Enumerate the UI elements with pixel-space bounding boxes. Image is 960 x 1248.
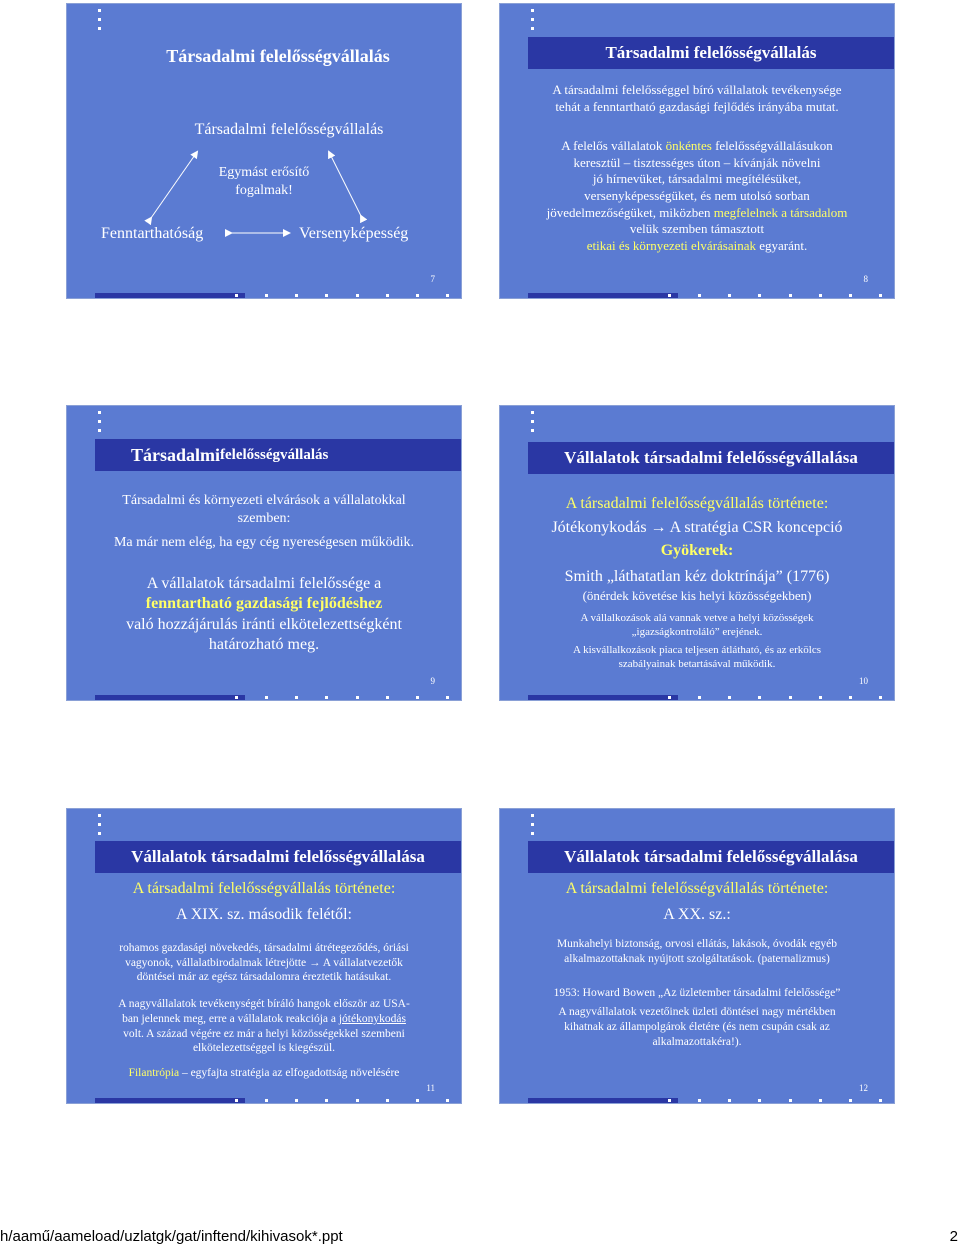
- text-part: egyaránt.: [756, 237, 808, 253]
- main-text: [77, 879, 451, 926]
- bottom-dots: [235, 1099, 449, 1102]
- middle-line-1: Egymást erősítő: [218, 165, 310, 180]
- text-line: alkalmazottaknak nyújtott szolgáltatások. (paternalizmus): [564, 952, 830, 965]
- text-line: Ma már nem elég, ha egy cég nyereségesen működik.: [113, 534, 415, 550]
- text-line: szabályainak betartásával működik.: [618, 657, 776, 670]
- intro-line-1: A társadalmi felelősséggel bíró vállalatok tevékenysége: [552, 82, 842, 97]
- slide-dots: [531, 9, 535, 30]
- page-number: 2: [949, 1228, 958, 1245]
- highlight-text: etikai és környezeti elvárásainak: [586, 237, 756, 253]
- footer-bar: [95, 293, 245, 298]
- text-line: jó hírnevüket, társadalmi megítélésüket,: [592, 171, 802, 187]
- slide-number: 9: [430, 676, 435, 686]
- section-heading: A társadalmi felelősségvállalás története:: [132, 880, 396, 897]
- section-heading: A XIX. sz. második felétől:: [176, 906, 352, 924]
- text-line: Jótékonykodás → A stratégia CSR koncepció: [551, 519, 843, 537]
- slide-number: 8: [863, 274, 868, 284]
- footer-bar: [528, 293, 678, 298]
- highlight-text: megfelelnek a társadalom: [713, 204, 848, 220]
- highlight-text: Filantrópia: [128, 1067, 180, 1080]
- slide-dots: [98, 814, 102, 835]
- text-part: ban jelennek meg, erre a vállalatok reakciója a: [122, 1012, 339, 1025]
- text-line: szemben:: [237, 510, 291, 526]
- footer-bar: [95, 695, 245, 700]
- main-text: [510, 879, 884, 926]
- section-heading: Gyökerek:: [660, 541, 734, 559]
- text-line: döntései már az egész társadalomra éreztetik hatásukat.: [136, 971, 392, 984]
- text-part: – egyfajta stratégia az elfogadottság növelésére: [179, 1067, 400, 1080]
- slide-9: [66, 405, 462, 701]
- text-line: Smith „láthatatlan kéz doktrínája” (1776): [564, 568, 830, 586]
- detail-text: [504, 937, 890, 1049]
- text-line: A nagyvállalatok vezetőinek üzleti döntései nagy mértékben: [558, 1006, 836, 1019]
- slide-number: 10: [859, 676, 868, 686]
- text-line: A vállalatok társadalmi felelőssége a: [146, 575, 382, 592]
- footer-bar: [528, 1098, 678, 1103]
- text-line: elkötelezettséggel is kiegészül.: [192, 1042, 336, 1055]
- intro-text: [506, 82, 888, 115]
- left-label: Fenntarthatóság: [101, 225, 204, 242]
- text-line: rohamos gazdasági növekedés, társadalmi átrétegeződés, óriási: [119, 942, 409, 954]
- slide-dots: [531, 814, 535, 835]
- arrows-diagram: [67, 4, 462, 299]
- slide-title: Vállalatok társadalmi felelősségvállalása: [528, 841, 894, 873]
- text-line: velük szemben támasztott: [629, 221, 765, 237]
- bottom-dots: [668, 696, 882, 699]
- text-line: 1953: Howard Bowen „Az üzletember társadalmi felelőssége”: [553, 987, 841, 1000]
- slide-title: Vállalatok társadalmi felelősségvállalása: [95, 841, 461, 873]
- text-line: A vállalkozások alá vannak vetve a helyi közösségek: [580, 611, 814, 624]
- text-line: vagyonok, vállalatbirodalmak létrejötte → A vállalatvezetők: [125, 956, 403, 969]
- text-line: A nagyvállalatok tevékenységét bíráló hangok először az USA-: [118, 998, 410, 1011]
- intro-line-2: tehát a fenntartható gazdasági fejlődés irányába mutat.: [555, 98, 839, 114]
- text-line: Munkahelyi biztonság, orvosi ellátás, lakások, óvodák egyéb: [556, 938, 838, 950]
- text-line: való hozzájárulás iránti elkötelezettségként: [126, 615, 402, 633]
- slide-number: 11: [426, 1083, 435, 1093]
- title-part: Társadalmi: [131, 444, 221, 465]
- arrow-right-up: [329, 152, 361, 216]
- title-part: felelősségvállalás: [220, 446, 329, 463]
- text-line: „igazságkontroláló” erejének.: [631, 625, 763, 638]
- bottom-dots: [235, 294, 449, 297]
- center-label: Társadalmi felelősségvállalás: [194, 121, 384, 138]
- slide-number: 12: [859, 1083, 868, 1093]
- section-heading: A társadalmi felelősségvállalás története:: [565, 495, 829, 512]
- text-line: határozható meg.: [208, 636, 320, 654]
- text-line: Társadalmi és környezeti elvárások a vállalatokkal: [122, 493, 406, 508]
- text-line: (önérdek követése kis helyi közösségekben): [582, 587, 812, 603]
- footer-bar: [528, 695, 678, 700]
- slide-title: [95, 439, 461, 471]
- right-label: Versenyképesség: [299, 225, 409, 242]
- slide-10: [499, 405, 895, 701]
- text-line: kihatnak az állampolgárok életére (és nem csupán csak az: [564, 1020, 830, 1033]
- bottom-dots: [668, 294, 882, 297]
- highlight-text: önkéntes: [665, 138, 712, 153]
- main-text: [506, 138, 888, 254]
- slide-title: Társadalmi felelősségvállalás: [166, 45, 390, 66]
- slide-title: Társadalmi felelősségvállalás: [528, 37, 894, 69]
- slide-12: [499, 808, 895, 1104]
- main-text: [77, 492, 451, 552]
- section-heading: A társadalmi felelősségvállalás története:: [565, 880, 829, 897]
- slide-dots: [531, 411, 535, 432]
- text-part: A felelős vállalatok: [561, 138, 666, 153]
- underlined-text: jótékonykodás: [338, 1012, 406, 1025]
- slide-7: [66, 3, 462, 299]
- text-part: jövedelmezőségüket, miközben: [546, 204, 714, 220]
- definition-text: [77, 574, 451, 656]
- arrow-left-up: [151, 152, 197, 218]
- text-line: keresztül – tisztességes úton – kívánják növelni: [573, 154, 821, 170]
- slide-number: 7: [430, 274, 435, 284]
- detail-text: [71, 941, 457, 1081]
- slide-dots: [98, 411, 102, 432]
- bottom-dots: [235, 696, 449, 699]
- main-text: [506, 494, 888, 671]
- text-line: versenyképességüket, és nem utolsó sorban: [584, 187, 810, 203]
- middle-line-2: fogalmak!: [235, 182, 293, 198]
- bottom-dots: [668, 1099, 882, 1102]
- text-line: alkalmazottakéra!).: [652, 1035, 742, 1048]
- file-path: h/aamű/aameload/uzlatgk/gat/inftend/kihivasok*.ppt: [0, 1228, 343, 1245]
- footer-bar: [95, 1098, 245, 1103]
- highlight-text: fenntartható gazdasági fejlődéshez: [145, 595, 383, 613]
- text-line: volt. A század végére ez már a helyi közösségekkel szembeni: [123, 1027, 405, 1040]
- slide-11: [66, 808, 462, 1104]
- section-heading: A XX. sz.:: [663, 906, 731, 924]
- slide-title: Vállalatok társadalmi felelősségvállalása: [528, 442, 894, 474]
- text-part: felelősségvállalásukon: [711, 138, 833, 153]
- slide-8: [499, 3, 895, 299]
- text-line: A kisvállalkozások piaca teljesen átlátható, és az erkölcs: [572, 643, 821, 656]
